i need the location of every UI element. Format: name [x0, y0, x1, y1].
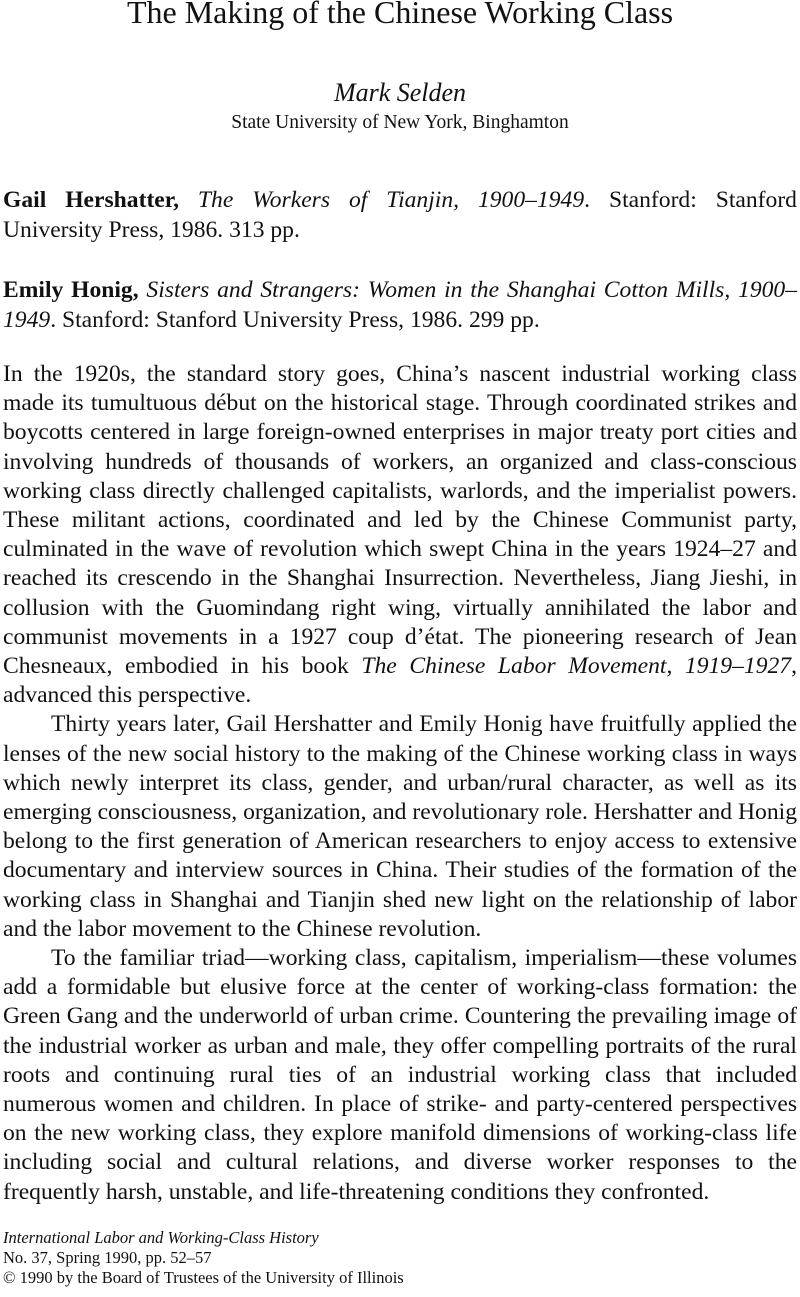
body-paragraph-2: Thirty years later, Gail Hershatter and Emily Honig have fruitfully applied the lenses of the new social history to the making of the Chinese working class in ways which newly interpret its class, gender, and urban/rural character, as well as its emerging consciousness, organization, and revolutionary role. Hershatter and Honig belong to the first generation of American researchers to enjoy access to extensive documentary and interview sources in China. Their studies of the formation of the working class in Shanghai and Tianjin shed new light on the relationship of labor and the labor movement to the Chinese revolution. — [3, 711, 797, 942]
journal-issue: No. 37, Spring 1990, pp. 52–57 — [3, 1248, 212, 1267]
paragraph-text: , advanced this perspective. — [3, 653, 797, 709]
article-body — [3, 360, 797, 1207]
journal-name: International Labor and Working-Class History — [3, 1228, 319, 1247]
author-name: Mark Selden — [333, 78, 467, 107]
reviewed-work-details: . Stanford: Stanford University Press, 1986. 313 pp. — [3, 187, 797, 243]
reviewed-work-1 — [3, 185, 797, 245]
body-paragraph-1 — [3, 360, 797, 710]
reviewed-work-title: The Workers of Tianjin, 1900–1949 — [197, 187, 585, 213]
journal-footer — [3, 1228, 797, 1288]
reviewed-work-author: Gail Hershatter, — [3, 187, 179, 213]
article-title: The Making of the Chinese Working Class — [126, 0, 674, 30]
reviewed-work-author: Emily Honig, — [3, 277, 139, 303]
copyright-notice: © 1990 by the Board of Trustees of the University of Illinois — [3, 1268, 404, 1287]
paragraph-text: In the 1920s, the standard story goes, China’s nascent industrial working class made its tumultuous début on the historical stage. Through coordinated strikes and boycotts centered in large foreign-owned enterprises in major treaty port cities and involving hundreds of thousands of workers, an organized and class-conscious working class directly challenged capitalists, warlords, and the imperialist powers. These militant actions, coordinated and led by the Chinese Communist party, culminated in the wave of revolution which swept China in the years 1924–27 and reached its crescendo in the Shanghai Insurrection. Nevertheless, Jiang Jieshi, in collusion with the Guomindang right wing, virtually annihilated the labor and communist movements in a 1927 coup d’état. The pioneering research of Jean Chesneaux, embodied in his book — [3, 361, 797, 680]
cited-book-title: The Chinese Labor Movement, 1919–1927 — [361, 653, 792, 680]
reviewed-work-details: . Stanford: Stanford University Press, 1986. 299 pp. — [50, 307, 540, 333]
reviewed-work-title: Sisters and Strangers: Women in the Shanghai Cotton Mills, 1900–1949 — [3, 277, 798, 333]
body-paragraph-3: To the familiar triad—working class, capitalism, imperialism—these volumes add a formidable but elusive force at the center of working-class formation: the Green Gang and the underworld of urban crime. Countering the prevailing image of the industrial worker as urban and male, they offer compelling portraits of the rural roots and continuing rural ties of an industrial working class that included numerous women and children. In place of strike- and party-centered perspectives on the new working class, they explore manifold dimensions of working-class life including social and cultural relations, and diverse worker responses to the frequently harsh, unstable, and life-threatening conditions they confronted. — [3, 945, 797, 1205]
reviewed-work-2 — [3, 275, 797, 335]
author-affiliation: State University of New York, Binghamton — [231, 112, 569, 133]
